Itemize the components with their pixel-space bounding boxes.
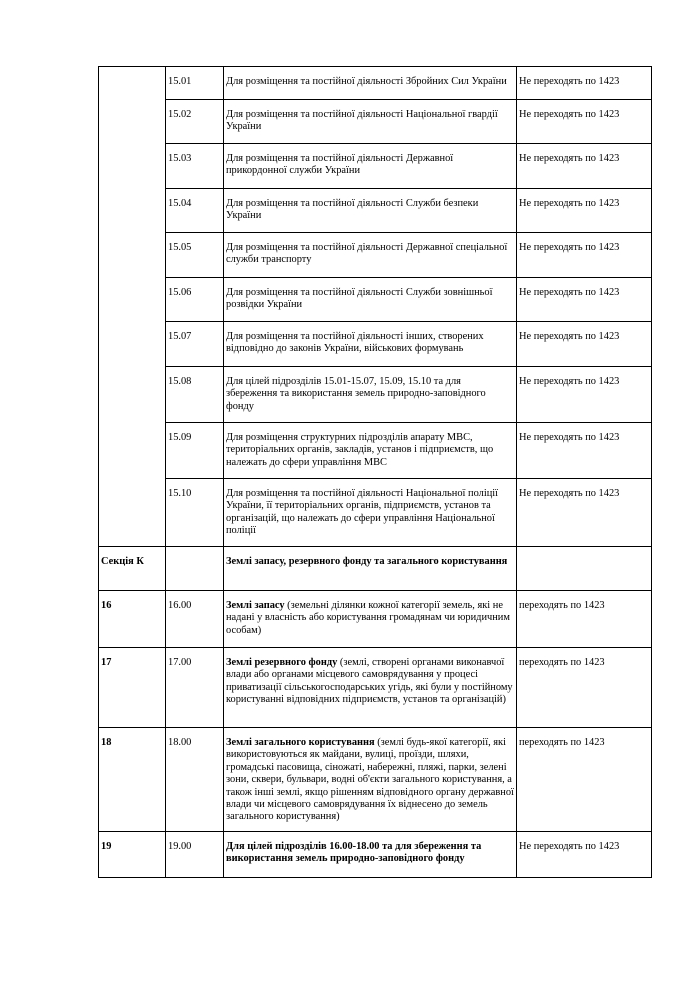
section-title: Землі запасу, резервного фонду та загального користування	[224, 547, 517, 591]
group-description: (земельні ділянки кожної категорії земель, які не надані у власність або користування громадянам чи юридичним особам)	[226, 600, 510, 636]
description-cell: Для розміщення та постійної діяльності Збройних Сил України	[224, 67, 517, 100]
table-row	[99, 832, 652, 878]
group-title: Землі запасу	[226, 600, 285, 611]
note-cell: Не переходять по 1423	[517, 67, 652, 100]
note-cell	[517, 547, 652, 591]
note-cell: Не переходять по 1423	[517, 367, 652, 423]
code-cell: 16.00	[166, 591, 224, 648]
note-cell: Не переходять по 1423	[517, 189, 652, 233]
group-title: Землі загального користування	[226, 737, 375, 748]
note-cell: Не переходять по 1423	[517, 479, 652, 547]
table-row	[99, 100, 652, 144]
note-cell: Не переходять по 1423	[517, 233, 652, 278]
note-cell: переходять по 1423	[517, 728, 652, 832]
table-row	[99, 322, 652, 367]
group-number: 18	[99, 728, 166, 832]
code-cell: 15.03	[166, 144, 224, 189]
table-row	[99, 67, 652, 100]
description-cell: Для розміщення та постійної діяльності Державної прикордонної служби України	[224, 144, 517, 189]
code-cell: 15.01	[166, 67, 224, 100]
description-cell	[224, 832, 517, 878]
table-row	[99, 233, 652, 278]
code-cell: 18.00	[166, 728, 224, 832]
description-cell: Для розміщення та постійної діяльності Державної спеціальної служби транспорту	[224, 233, 517, 278]
description-cell: Для розміщення структурних підрозділів апарату МВС, територіальних органів, закладів, установ і підприємств, що належать до сфери управління МВС	[224, 423, 517, 479]
note-cell: Не переходять по 1423	[517, 423, 652, 479]
code-cell: 15.02	[166, 100, 224, 144]
description-cell	[224, 648, 517, 728]
table-row	[99, 367, 652, 423]
land-classification-table	[98, 66, 652, 878]
code-cell: 17.00	[166, 648, 224, 728]
table-row	[99, 189, 652, 233]
description-cell: Для розміщення та постійної діяльності Служби зовнішньої розвідки України	[224, 278, 517, 322]
note-cell: Не переходять по 1423	[517, 832, 652, 878]
description-cell	[224, 728, 517, 832]
code-cell: 15.08	[166, 367, 224, 423]
table-row	[99, 648, 652, 728]
table-row	[99, 728, 652, 832]
code-cell	[166, 547, 224, 591]
description-cell: Для розміщення та постійної діяльності Національної гвардії України	[224, 100, 517, 144]
description-cell: Для розміщення та постійної діяльності Національної поліції України, її територіальних органів, підприємств, установ та організацій, що належать до сфери управління Національної поліції	[224, 479, 517, 547]
group-number: 16	[99, 591, 166, 648]
table-row	[99, 278, 652, 322]
code-cell: 15.06	[166, 278, 224, 322]
description-cell	[224, 591, 517, 648]
table-row	[99, 591, 652, 648]
group-description: (землі, створені органами виконавчої влади або органами місцевого самоврядування у процесі приватизації сільськогосподарських угідь, які були у постійному користуванні відповідних підприємств, установ та організацій)	[226, 657, 513, 706]
note-cell: переходять по 1423	[517, 648, 652, 728]
code-cell: 15.07	[166, 322, 224, 367]
note-cell: Не переходять по 1423	[517, 278, 652, 322]
code-cell: 15.04	[166, 189, 224, 233]
description-cell: Для розміщення та постійної діяльності Служби безпеки України	[224, 189, 517, 233]
table-row	[99, 144, 652, 189]
group-number: 19	[99, 832, 166, 878]
code-cell: 19.00	[166, 832, 224, 878]
section-label: Секція К	[99, 547, 166, 591]
description-cell: Для розміщення та постійної діяльності інших, створених відповідно до законів України, військових формувань	[224, 322, 517, 367]
group-number: 17	[99, 648, 166, 728]
section-row	[99, 547, 652, 591]
group-title: Для цілей підрозділів 16.00-18.00 та для збереження та використання земель природно-заповідного фонду	[226, 841, 482, 865]
code-cell: 15.10	[166, 479, 224, 547]
note-cell: Не переходять по 1423	[517, 100, 652, 144]
table-row	[99, 423, 652, 479]
section-cell-empty	[99, 67, 166, 547]
group-description: (землі будь-якої категорії, які використовуються як майдани, вулиці, проїзди, шляхи, громадські пасовища, сіножаті, набережні, пляжі, парки, зелені зони, сквери, бульвари, водні об'єкти загального користування, а також інші землі, якщо рішенням відповідного органу державної влади чи місцевого самоврядування їх віднесено до земель загального користування)	[226, 737, 514, 823]
note-cell: переходять по 1423	[517, 591, 652, 648]
code-cell: 15.09	[166, 423, 224, 479]
code-cell: 15.05	[166, 233, 224, 278]
note-cell: Не переходять по 1423	[517, 144, 652, 189]
description-cell: Для цілей підрозділів 15.01-15.07, 15.09, 15.10 та для збереження та використання земель природно-заповідного фонду	[224, 367, 517, 423]
note-cell: Не переходять по 1423	[517, 322, 652, 367]
table-row	[99, 479, 652, 547]
group-title: Землі резервного фонду	[226, 657, 338, 668]
